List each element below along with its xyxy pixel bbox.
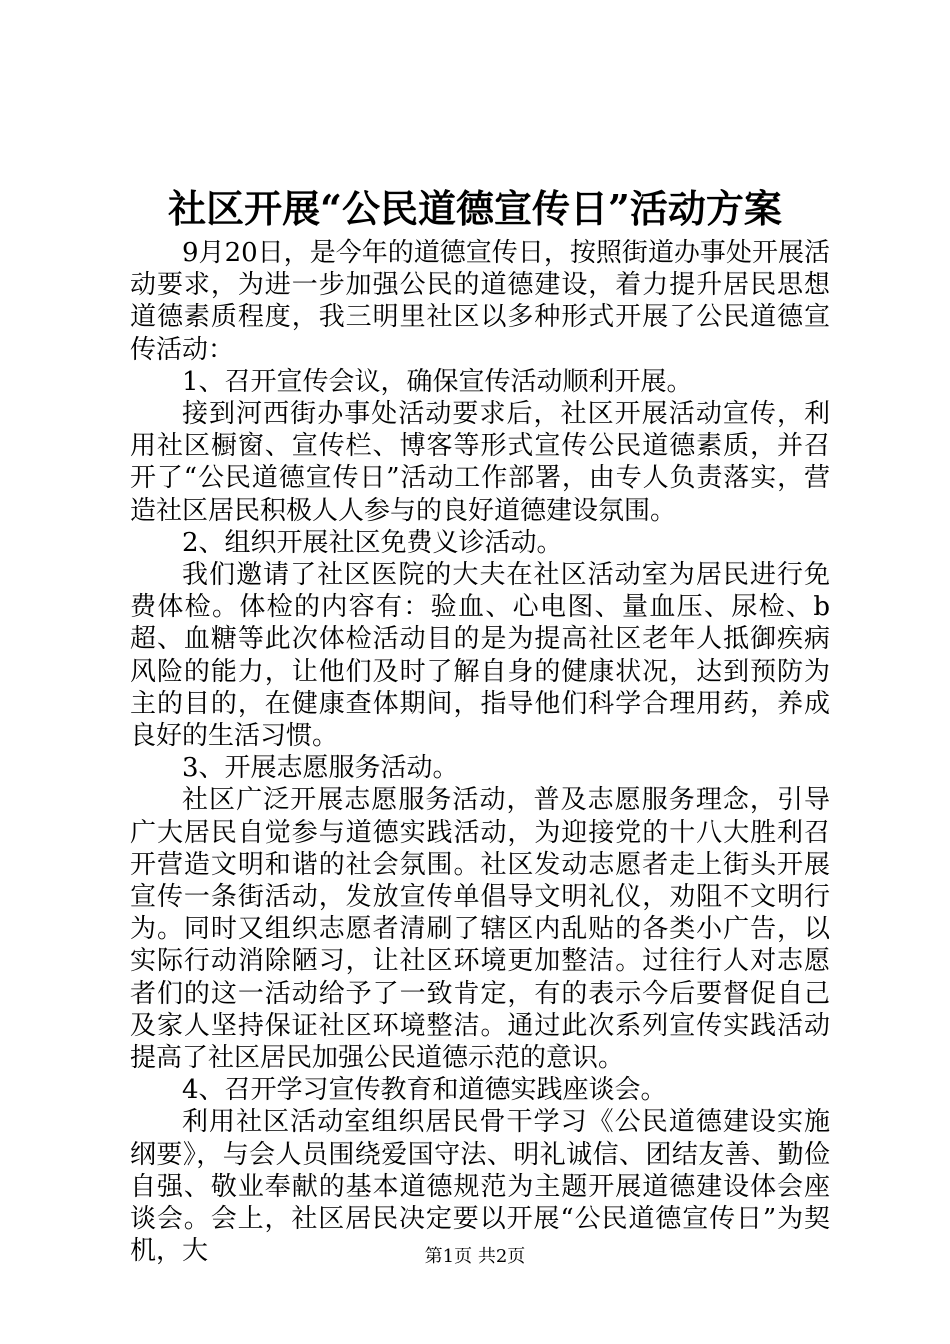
intro-paragraph: 9月20日，是今年的道德宣传日，按照街道办事处开展活动要求，为进一步加强公民的道德建设，着力提升居民思想道德素质程度，我三明里社区以多种形式开展了公民道德宣传活动： <box>130 238 830 365</box>
section-paragraph-4: 利用社区活动室组织居民骨干学习《公民道德建设实施纲要》，与会人员围绕爱国守法、明礼诚信、团结友善、勤俭自强、敬业奉献的基本道德规范为主题开展道德建设体会座谈会。会上，社区居民决定要以开展“公民道德宣传日”为契机，大 <box>130 1107 830 1267</box>
section-heading-4: 4、召开学习宣传教育和道德实践座谈会。 <box>182 1075 667 1106</box>
section-heading-1: 1、召开宣传会议，确保宣传活动顺利开展。 <box>182 366 693 397</box>
section-heading-3: 3、开展志愿服务活动。 <box>182 753 459 784</box>
section-paragraph-1: 接到河西街办事处活动要求后，社区开展活动宣传，利用社区橱窗、宣传栏、博客等形式宣传公民道德素质，并召开了“公民道德宣传日”活动工作部署，由专人负责落实，营造社区居民积极人人参与的良好道德建设氛围。 <box>130 399 830 526</box>
document-title: 社区开展“公民道德宣传日”活动方案 <box>168 186 782 231</box>
section-heading-2: 2、组织开展社区免费义诊活动。 <box>182 527 563 558</box>
document-body <box>130 237 830 1268</box>
page-number-footer: 第1页 共2页 <box>424 1246 526 1267</box>
section-paragraph-2: 我们邀请了社区医院的大夫在社区活动室为居民进行免费体检。体检的内容有：验血、心电图、量血压、尿检、b超、血糖等此次体检活动目的是为提高社区老年人抵御疾病风险的能力，让他们及时了解自身的健康状况，达到预防为主的目的，在健康查体期间，指导他们科学合理用药，养成良好的生活习惯。 <box>130 560 830 752</box>
section-paragraph-3: 社区广泛开展志愿服务活动，普及志愿服务理念，引导广大居民自觉参与道德实践活动，为迎接党的十八大胜利召开营造文明和谐的社会氛围。社区发动志愿者走上街头开展宣传一条街活动，发放宣传单倡导文明礼仪，劝阻不文明行为。同时又组织志愿者清刷了辖区内乱贴的各类小广告，以实际行动消除陋习，让社区环境更加整洁。过往行人对志愿者们的这一活动给予了一致肯定，有的表示今后要督促自己及家人坚持保证社区环境整洁。通过此次系列宣传实践活动提高了社区居民加强公民道德示范的意识。 <box>130 785 830 1074</box>
